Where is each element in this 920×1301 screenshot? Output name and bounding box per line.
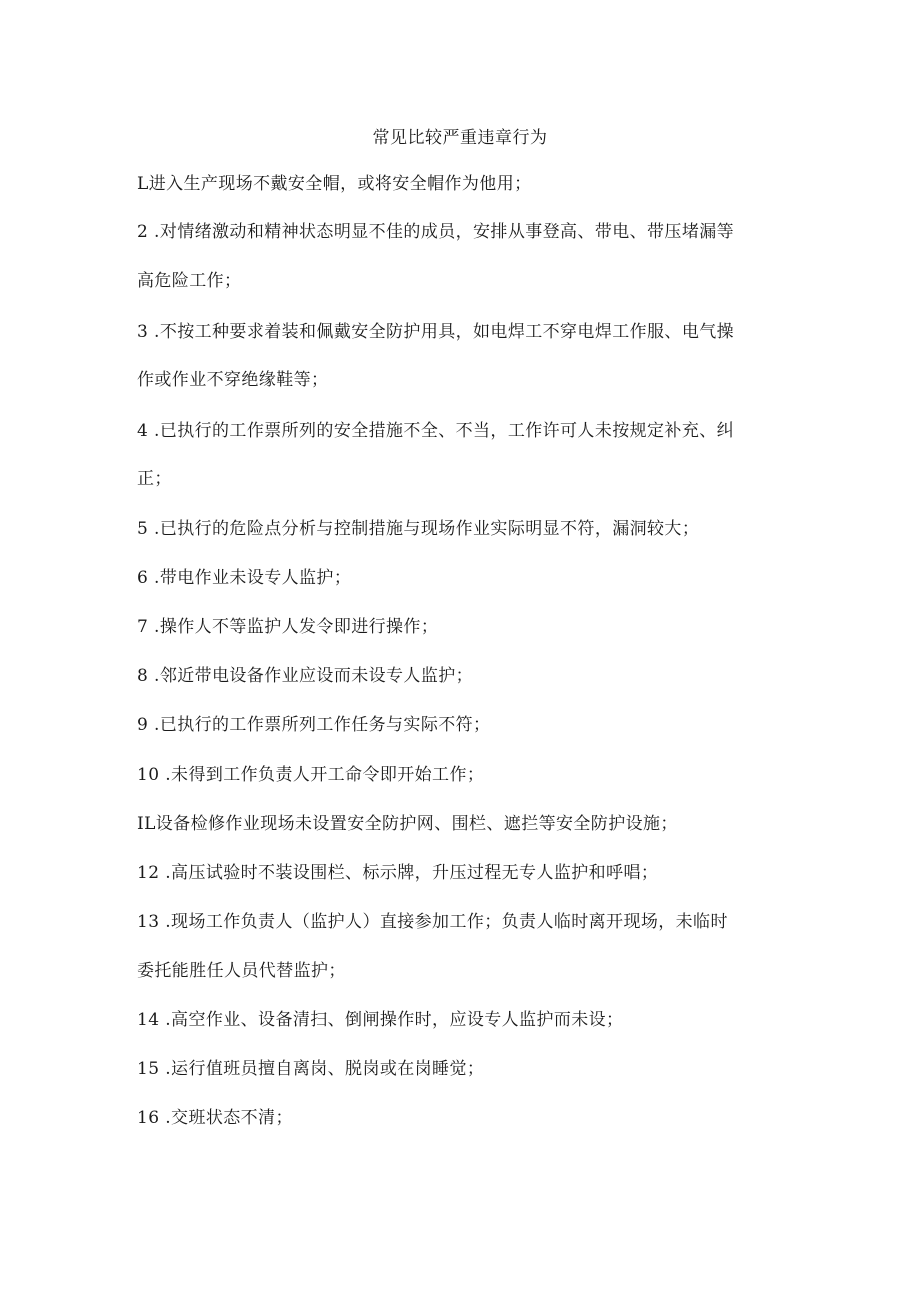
document-line-3: 高危险工作； — [137, 271, 242, 291]
document-line-11: 8 .邻近带电设备作业应设而未设专人监护； — [137, 666, 474, 686]
document-line-20: 16 .交班状态不清； — [137, 1108, 293, 1128]
document-line-6: 4 .已执行的工作票所列的安全措施不全、不当，工作许可人未按规定补充、纠 — [137, 421, 735, 441]
document-line-5: 作或作业不穿绝缘鞋等； — [137, 370, 329, 390]
document-line-7: 正； — [137, 469, 172, 489]
document-line-12: 9 .已执行的工作票所列工作任务与实际不符； — [137, 715, 491, 735]
document-line-14: IL设备检修作业现场未设置安全防护网、围栏、遮拦等安全防护设施； — [137, 814, 678, 834]
document-line-1: L进入生产现场不戴安全帽，或将安全帽作为他用； — [137, 174, 532, 194]
document-line-13: 10 .未得到工作负责人开工命令即开始工作； — [137, 765, 485, 785]
document-line-19: 15 .运行值班员擅自离岗、脱岗或在岗睡觉； — [137, 1059, 485, 1079]
document-title: 常见比较严重违章行为 — [372, 128, 548, 148]
document-line-16: 13 .现场工作负责人（监护人）直接参加工作；负责人临时离开现场，未临时 — [137, 912, 728, 932]
document-line-15: 12 .高压试验时不装设围栏、标示牌，升压过程无专人监护和呼唱； — [137, 863, 659, 883]
document-line-17: 委托能胜任人员代替监护； — [137, 961, 346, 981]
document-line-4: 3 .不按工种要求着装和佩戴安全防护用具，如电焊工不穿电焊工作服、电气操 — [137, 322, 735, 342]
document-line-8: 5 .已执行的危险点分析与控制措施与现场作业实际明显不符，漏洞较大； — [137, 519, 700, 539]
document-line-9: 6 .带电作业未设专人监护； — [137, 568, 352, 588]
document-line-18: 14 .高空作业、设备清扫、倒闸操作时，应设专人监护而未设； — [137, 1010, 624, 1030]
document-line-10: 7 .操作人不等监护人发令即进行操作； — [137, 617, 439, 637]
document-line-2: 2 .对情绪激动和精神状态明显不佳的成员，安排从事登高、带电、带压堵漏等 — [137, 222, 735, 242]
